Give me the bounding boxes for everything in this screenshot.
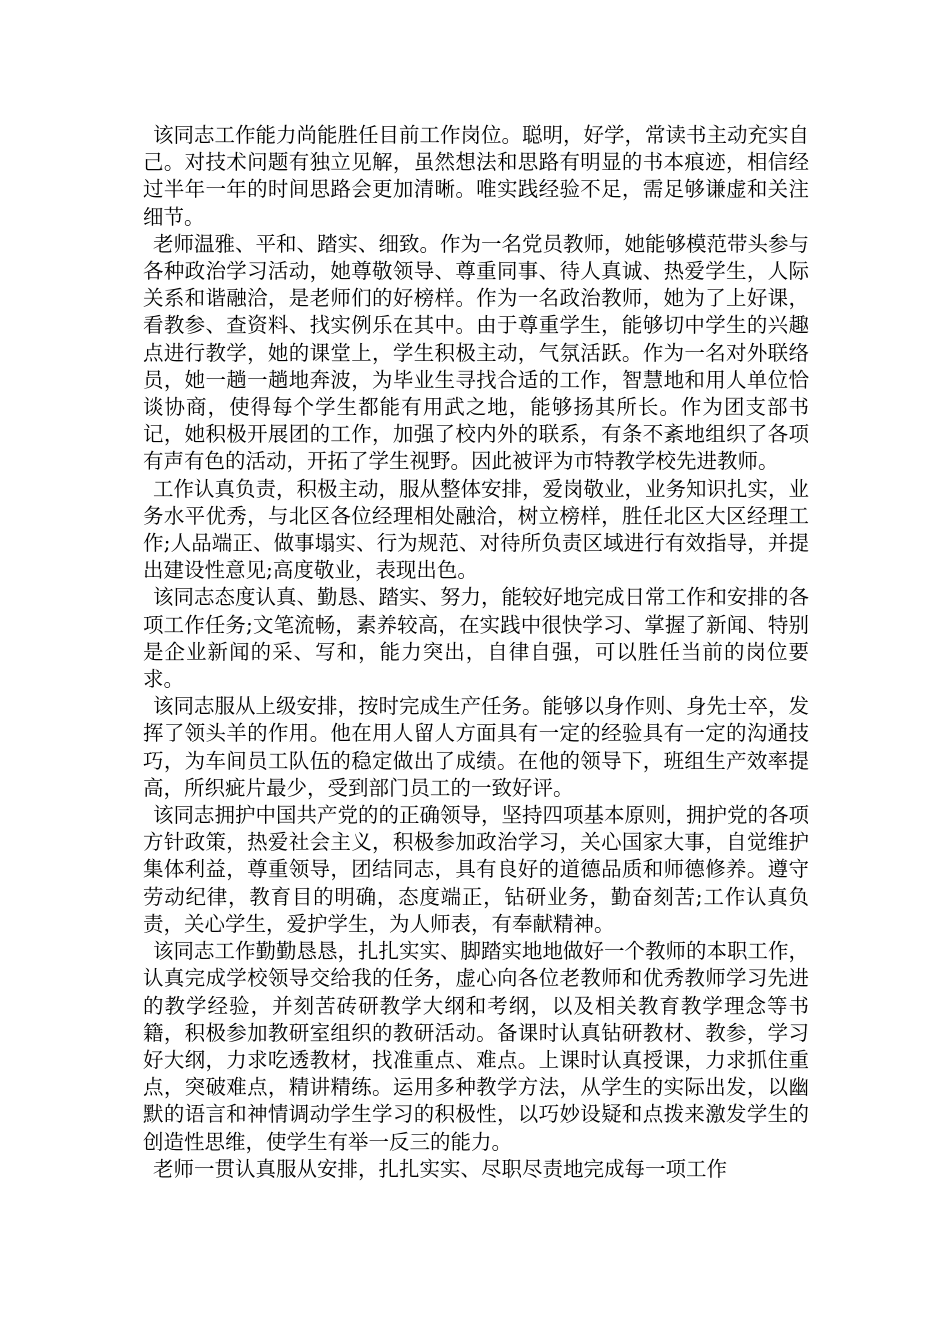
evaluation-paragraph-3: 工作认真负责，积极主动，服从整体安排，爱岗敬业，业务知识扎实，业务水平优秀，与北区各位经理相处融洽，树立榜样，胜任北区大区经理工作;人品端正、做事塌实、行为规范、对待所负责区域进行有效指导，并提出建设性意见;高度敬业，表现出色。 [143,476,809,583]
evaluation-paragraph-4: 该同志态度认真、勤恳、踏实、努力，能较好地完成日常工作和安排的各项工作任务;文笔流畅，素养较高，在实践中很快学习、掌握了新闻、特别是企业新闻的采、写和，能力突出，自律自强，可以胜任当前的岗位要求。 [143,585,809,692]
evaluation-paragraph-1: 该同志工作能力尚能胜任目前工作岗位。聪明，好学，常读书主动充实自己。对技术问题有独立见解，虽然想法和思路有明显的书本痕迹，相信经过半年一年的时间思路会更加清晰。唯实践经验不足，需足够谦虚和关注细节。 [143,123,809,229]
evaluation-paragraph-6: 该同志拥护中国共产党的的正确领导，坚持四项基本原则，拥护党的各项方针政策，热爱社会主义，积极参加政治学习，关心国家大事，自觉维护集体利益，尊重领导，团结同志，具有良好的道德品质和师德修养。遵守劳动纪律，教育目的明确，态度端正，钻研业务，勤奋刻苦;工作认真负责，关心学生，爱护学生，为人师表，有奉献精神。 [143,803,809,936]
evaluation-paragraph-5: 该同志服从上级安排，按时完成生产任务。能够以身作则、身先士卒，发挥了领头羊的作用。他在用人留人方面具有一定的经验具有一定的沟通技巧，为车间员工队伍的稳定做出了成绩。在他的领导下，班组生产效率提高，所织疵片最少，受到部门员工的一致好评。 [143,694,809,800]
evaluation-paragraph-2: 老师温雅、平和、踏实、细致。作为一名党员教师，她能够模范带头参与各种政治学习活动，她尊敬领导、尊重同事、待人真诚、热爱学生，人际关系和谐融洽，是老师们的好榜样。作为一名政治教师，她为了上好课，看教参、查资料、找实例乐在其中。由于尊重学生，能够切中学生的兴趣点进行教学，她的课堂上，学生积极主动，气氛活跃。作为一名对外联络员，她一趟一趟地奔波，为毕业生寻找合适的工作，智慧地和用人单位恰谈协商，使得每个学生都能有用武之地，能够扬其所长。作为团支部书记，她积极开展团的工作，加强了校内外的联系，有条不紊地组织了各项有声有色的活动，开拓了学生视野。因此被评为市特教学校先进教师。 [143,231,809,474]
evaluation-paragraph-8: 老师一贯认真服从安排，扎扎实实、尽职尽责地完成每一项工作 [153,1156,727,1181]
evaluation-paragraph-7: 该同志工作勤勤恳恳，扎扎实实、脚踏实地地做好一个教师的本职工作，认真完成学校领导交给我的任务，虚心向各位老教师和优秀教师学习先进的教学经验，并刻苦砖研教学大纲和考纲，以及相关教育教学理念等书籍，积极参加教研室组织的教研活动。备课时认真钻研教材、教参，学习好大纲，力求吃透教材，找准重点、难点。上课时认真授课，力求抓住重点，突破难点，精讲精练。运用多种教学方法，从学生的实际出发，以幽默的语言和神情调动学生学习的积极性，以巧妙设疑和点拨来激发学生的创造性思维，使学生有举一反三的能力。 [143,939,809,1154]
document-body [143,122,809,1183]
